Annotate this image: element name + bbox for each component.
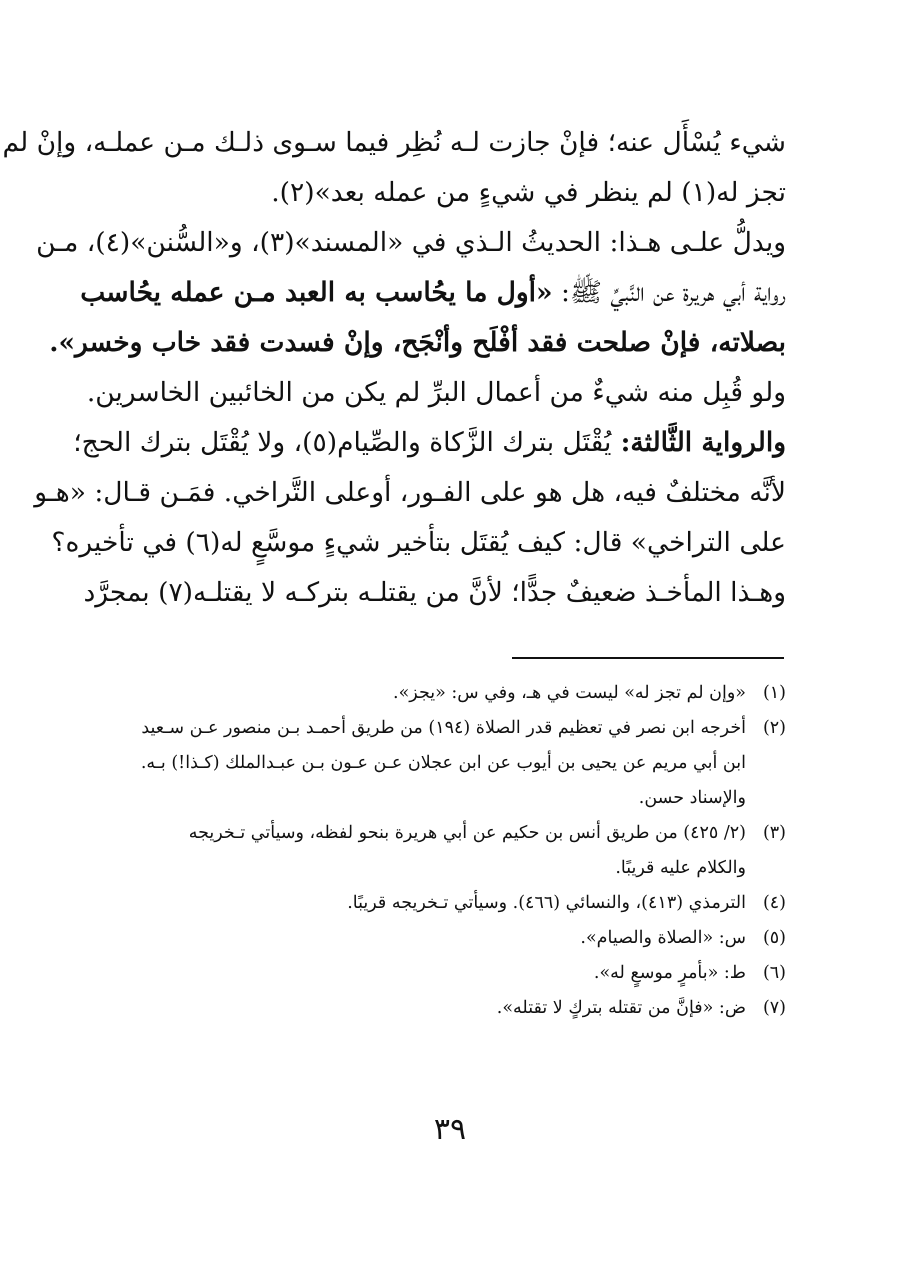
footnote-number: (٦)	[762, 963, 786, 983]
footnote-number: (٢)	[762, 718, 786, 738]
text-segment: رواية أبي هريرة عن النَّبيِّ ﷺ:	[552, 277, 786, 308]
footnote-text: أخرجه ابن نصر في تعظيم قدر الصلاة (١٩٤) من طريق أحمـد بـن منصور عـن سـعيد	[141, 718, 746, 738]
text-segment: لأنَّه مختلفٌ فيه، هل هو على الفـور، أوعلى التَّراخي. فمَـن قـال: «هـو	[34, 477, 786, 508]
text-segment: شيء يُسْأَل عنه؛ فإنْ جازت لـه نُظِر فيما سـوى ذلـك مـن عملـه، وإنْ لم	[2, 127, 786, 158]
body-line	[86, 368, 786, 418]
text-segment: على التراخي» قال: كيف يُقتَل بتأخير شيءٍ موسَّعٍ له(٦) في تأخيره؟	[51, 527, 786, 558]
footnote-text: والكلام عليه قريبًا.	[615, 858, 746, 878]
footnote-number: (٥)	[762, 928, 786, 948]
body-line	[73, 418, 786, 468]
body-line	[80, 268, 786, 318]
footnote-separator	[512, 657, 784, 659]
text-segment: ولو قُبِل منه شيءٌ من أعمال البرِّ لم يكن من الخائبين الخاسرين.	[86, 377, 786, 408]
footnote	[114, 816, 786, 886]
footnote-text: ابن أبي مريم عن يحيى بن أيوب عن ابن عجلان عـن عـون بـن عبـدالملك (كـذا!) بـه.	[140, 753, 746, 773]
footnotes	[114, 676, 786, 1026]
footnote-text: ط: «بأمرٍ موسعٍ له».	[593, 963, 746, 983]
footnote-indent	[746, 851, 786, 886]
footnote	[114, 921, 786, 956]
footnote-number: (١)	[762, 683, 786, 703]
footnote	[114, 886, 786, 921]
main-text	[2, 118, 786, 618]
footnote	[114, 956, 786, 991]
body-line	[51, 518, 786, 568]
text-segment: تجز له(١) لم ينظر في شيءٍ من عمله بعد»(٢).	[271, 177, 786, 208]
body-line	[83, 568, 786, 618]
page-number: ٣٩	[433, 1112, 467, 1147]
body-line	[34, 468, 786, 518]
footnote-number: (٤)	[762, 893, 786, 913]
text-segment: وهـذا المأخـذ ضعيفٌ جدًّا؛ لأنَّ من يقتلـه بتركـه لا يقتلـه(٧) بمجرَّد	[83, 577, 786, 608]
footnote-number: (٣)	[762, 823, 786, 843]
body-line	[2, 118, 786, 168]
footnote-number: (٧)	[762, 998, 786, 1018]
footnote-text: والإسناد حسن.	[638, 788, 746, 808]
footnote-text: س: «الصلاة والصيام».	[580, 928, 746, 948]
bold-segment: والرواية الثَّالثة:	[611, 427, 786, 458]
footnote	[114, 711, 786, 816]
bold-segment: «أول ما يحُاسب به العبد مـن عمله يحُاسب	[80, 277, 553, 308]
text-segment: ويدلُّ علـى هـذا: الحديثُ الـذي في «المسند»(٣)، و«السُّنن»(٤)، مـن	[36, 227, 786, 258]
footnote	[114, 991, 786, 1026]
footnote-indent	[746, 746, 786, 781]
footnote	[114, 676, 786, 711]
footnote-text: «وإن لم تجز له» ليست في هـ، وفي س: «يجز».	[393, 683, 746, 703]
footnote-text: ض: «فإنَّ من تقتله بتركٍ لا تقتله».	[496, 998, 746, 1018]
body-line	[36, 218, 786, 268]
footnote-indent	[746, 781, 786, 816]
footnote-text: (٢/ ٤٢٥) من طريق أنس بن حكيم عن أبي هريرة بنحو لفظه، وسيأتي تـخريجه	[188, 823, 746, 843]
text-segment: يُقْتَل بترك الزَّكاة والصِّيام(٥)، ولا يُقْتَل بترك الحج؛	[73, 427, 612, 458]
body-line	[49, 318, 786, 368]
bold-segment: بصلاته، فإنْ صلحت فقد أفْلَح وأنْجَح، وإنْ فسدت فقد خاب وخسر».	[49, 327, 786, 358]
body-line	[114, 168, 786, 218]
footnote-text: الترمذي (٤١٣)، والنسائي (٤٦٦). وسيأتي تـخريجه قريبًا.	[347, 893, 746, 913]
